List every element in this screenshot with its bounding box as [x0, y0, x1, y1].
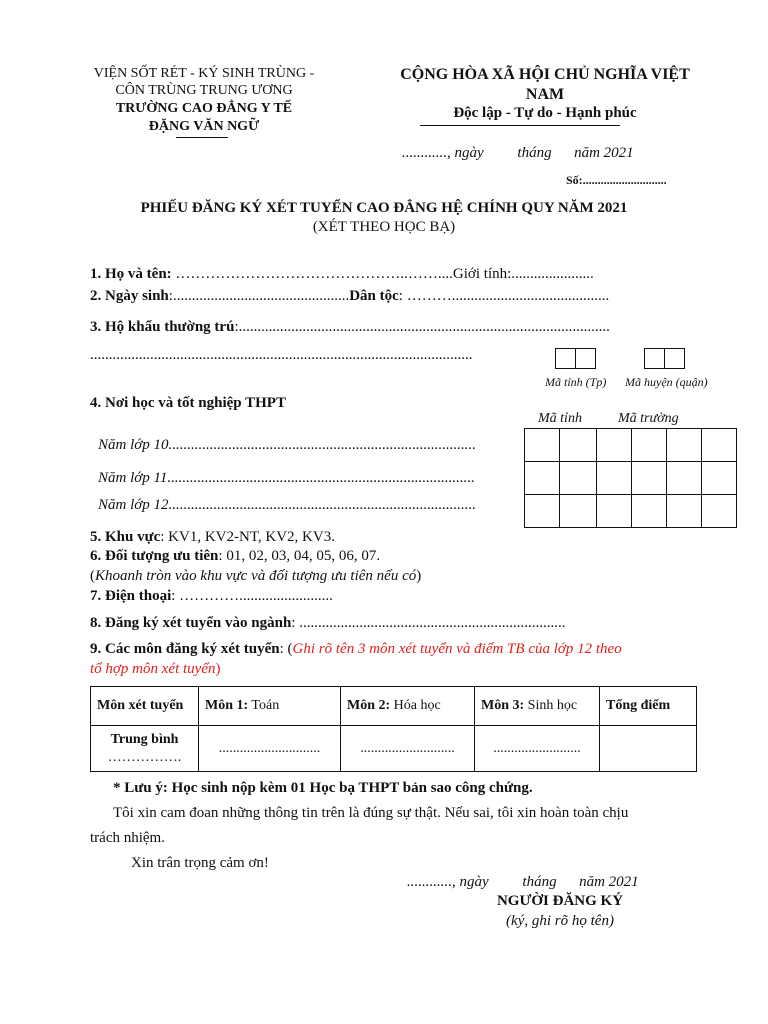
- province-code-boxes[interactable]: [555, 348, 596, 369]
- code-cell[interactable]: [667, 462, 702, 495]
- code-cell[interactable]: [702, 429, 737, 462]
- field-birth-ethnicity[interactable]: [90, 288, 609, 305]
- subjects-note-close: ): [215, 661, 221, 677]
- grade-12-line[interactable]: Năm lớp 12..................................................................................: [98, 497, 477, 513]
- thanks-text: Xin trân trọng cảm ơn!: [131, 855, 269, 871]
- subjects-label: 9. Các môn đăng ký xét tuyển: [90, 641, 280, 657]
- code-cell[interactable]: [632, 429, 667, 462]
- note-paren-open: (: [90, 568, 95, 584]
- header-total: Tổng điểm: [600, 687, 697, 726]
- code-cell[interactable]: [597, 429, 632, 462]
- school-code-header: Mã trường: [618, 411, 679, 426]
- form-subtitle: (XÉT THEO HỌC BẠ): [312, 219, 456, 235]
- province-code-caption: Mã tỉnh (Tp): [545, 375, 607, 389]
- code-cell[interactable]: [597, 495, 632, 528]
- priority-note-text: Khoanh tròn vào khu vực và đối tượng ưu tiên nếu có: [95, 568, 417, 584]
- nation-line-1: CỘNG HÒA XÃ HỘI CHỦ NGHĨA VIỆT: [400, 66, 690, 83]
- subject-3-label: Môn 3:: [481, 698, 525, 713]
- code-cell[interactable]: [525, 495, 560, 528]
- full-name-label: 1. Họ và tên:: [90, 266, 172, 282]
- signer-title: NGƯỜI ĐĂNG KÝ: [496, 893, 624, 909]
- phone-dots: : ………….........................: [171, 588, 333, 604]
- subjects-average-row: [91, 726, 697, 772]
- district-code-boxes[interactable]: [644, 348, 685, 369]
- code-cell[interactable]: [702, 495, 737, 528]
- code-cell[interactable]: [632, 462, 667, 495]
- grade-11-line[interactable]: Năm lớp 11..................................................................................: [98, 470, 475, 486]
- subject-2-score[interactable]: ...........................: [341, 726, 475, 772]
- average-dots: …………….: [107, 749, 182, 765]
- subjects-header-row: [91, 687, 697, 726]
- field-subjects: [90, 641, 622, 658]
- header-subject-3: [475, 687, 600, 726]
- form-title: PHIẾU ĐĂNG KÝ XÉT TUYỂN CAO ĐẲNG HỆ CHÍNH QUY NĂM 2021: [140, 200, 628, 216]
- code-cell[interactable]: [597, 462, 632, 495]
- commitment-line-2: trách nhiệm.: [90, 830, 165, 846]
- subject-3-score[interactable]: .........................: [475, 726, 600, 772]
- grade-10-line[interactable]: Năm lớp 10..................................................................................: [98, 437, 477, 453]
- province-code-box[interactable]: [576, 349, 596, 369]
- nation-line-2: NAM: [525, 86, 565, 103]
- header-subject-1: [199, 687, 341, 726]
- province-code-header: Mã tỉnh: [538, 411, 582, 426]
- code-cell[interactable]: [667, 495, 702, 528]
- subject-2-value: Hóa học: [390, 698, 441, 713]
- institute-line-1: VIỆN SỐT RÉT - KÝ SINH TRÙNG -: [93, 66, 315, 81]
- field-phone[interactable]: [90, 588, 333, 605]
- birth-date-label: 2. Ngày sinh: [90, 288, 169, 304]
- code-cell[interactable]: [667, 429, 702, 462]
- residence-line-2[interactable]: ......................................................................................................: [90, 347, 473, 363]
- header-subject: Môn xét tuyển: [91, 687, 199, 726]
- subject-1-score[interactable]: .............................: [199, 726, 341, 772]
- subjects-table: [90, 686, 697, 772]
- code-cell[interactable]: [560, 462, 597, 495]
- note-paren-close: ): [416, 568, 422, 584]
- signature-date: ............, ngày tháng năm 2021: [407, 874, 639, 890]
- area-options: : KV1, KV2-NT, KV2, KV3.: [160, 529, 335, 545]
- priority-label: 6. Đối tượng ưu tiên: [90, 548, 219, 564]
- province-code-box[interactable]: [556, 349, 576, 369]
- field-major[interactable]: [90, 615, 565, 632]
- district-code-box[interactable]: [665, 349, 685, 369]
- subject-1-value: Toán: [248, 698, 280, 713]
- area-label: 5. Khu vực: [90, 529, 161, 545]
- motto: Độc lập - Tự do - Hạnh phúc: [453, 105, 637, 121]
- ethnicity-dots: : ………..........................................: [398, 288, 610, 304]
- code-cell[interactable]: [560, 495, 597, 528]
- field-residence[interactable]: [90, 319, 610, 336]
- major-dots: : .......................................................................: [291, 615, 566, 631]
- subjects-note-line-2: tổ hợp môn xét tuyển: [90, 661, 216, 677]
- school-name-line-2: ĐẶNG VĂN NGỮ: [148, 119, 260, 134]
- subjects-note-line-1: Ghi rõ tên 3 môn xét tuyển và điểm TB của lớp 12 theo: [292, 641, 622, 657]
- birth-date-dots: :...............................................: [168, 288, 350, 304]
- field-full-name[interactable]: [90, 266, 594, 283]
- priority-note: [90, 568, 421, 585]
- signer-instruction: (ký, ghi rõ họ tên): [506, 913, 614, 929]
- subject-2-label: Môn 2:: [347, 698, 391, 713]
- code-cell[interactable]: [560, 429, 597, 462]
- residence-label: 3. Hộ khẩu thường trú: [90, 319, 235, 335]
- high-school-label: 4. Nơi học và tốt nghiệp THPT: [90, 395, 286, 411]
- total-score[interactable]: [600, 726, 697, 772]
- code-cell[interactable]: [632, 495, 667, 528]
- form-number: Số:............................: [566, 173, 667, 187]
- phone-label: 7. Điện thoại: [90, 588, 172, 604]
- subject-1-label: Môn 1:: [205, 698, 249, 713]
- field-priority[interactable]: [90, 548, 380, 565]
- header-subject-2: [341, 687, 475, 726]
- average-label-cell: [91, 726, 199, 772]
- school-code-grid[interactable]: [524, 428, 737, 528]
- left-header-underline: [176, 137, 228, 138]
- major-label: 8. Đăng ký xét tuyển vào ngành: [90, 615, 292, 631]
- code-cell[interactable]: [525, 462, 560, 495]
- ethnicity-label: Dân tộc: [349, 288, 399, 304]
- subject-3-value: Sinh học: [524, 698, 578, 713]
- field-area[interactable]: [90, 529, 335, 546]
- residence-dots: :...................................................................................................: [234, 319, 610, 335]
- motto-underline: [420, 125, 620, 126]
- priority-options: : 01, 02, 03, 04, 05, 06, 07.: [218, 548, 381, 564]
- code-cell[interactable]: [702, 462, 737, 495]
- district-code-caption: Mã huyện (quận): [625, 375, 708, 389]
- district-code-box[interactable]: [645, 349, 665, 369]
- subjects-colon: : (: [279, 641, 293, 657]
- subjects-note-cont: [90, 661, 220, 678]
- institute-line-2: CÔN TRÙNG TRUNG ƯƠNG: [115, 83, 293, 98]
- code-cell[interactable]: [525, 429, 560, 462]
- average-label: Trung bình: [110, 731, 179, 747]
- full-name-gender-dots: ………………………………………..……....Giới tính:......................: [171, 266, 594, 282]
- commitment-line-1: Tôi xin cam đoan những thông tin trên là đúng sự thật. Nếu sai, tôi xin hoàn toàn chịu: [113, 805, 629, 821]
- note-text: * Lưu ý: Học sinh nộp kèm 01 Học bạ THPT bản sao công chứng.: [113, 780, 533, 796]
- header-date: ............, ngày tháng năm 2021: [402, 145, 634, 161]
- school-name-line-1: TRƯỜNG CAO ĐẲNG Y TẾ: [115, 101, 293, 116]
